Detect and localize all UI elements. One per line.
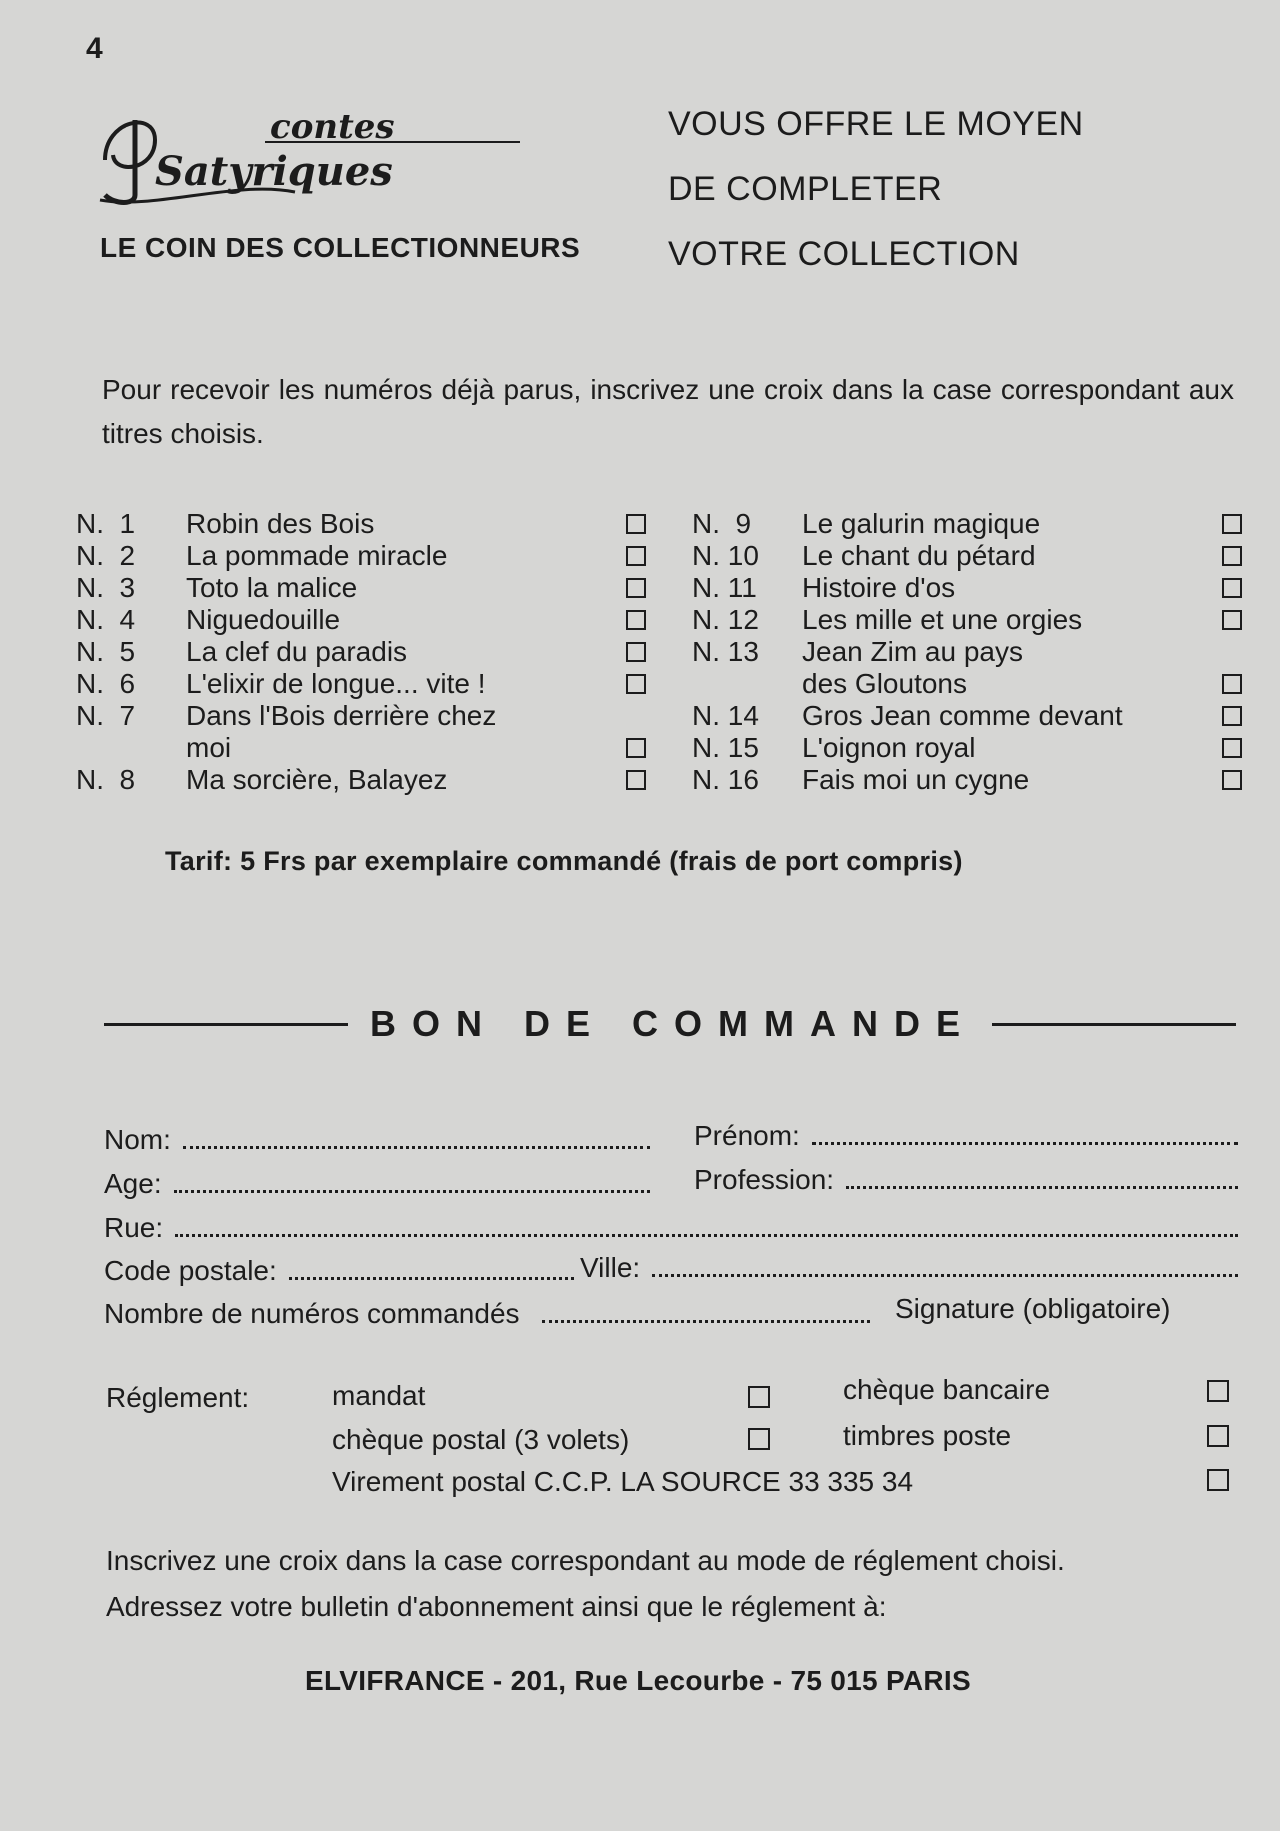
- issue-row: [76, 764, 646, 796]
- issue-title: La clef du paradis: [186, 636, 408, 667]
- offer-line: VOTRE COLLECTION: [668, 235, 1020, 273]
- nombre-label: Nombre de numéros commandés: [104, 1298, 520, 1329]
- reglement-label: Réglement:: [106, 1382, 250, 1413]
- issue-list-right: [692, 508, 1242, 796]
- issue-row: [692, 764, 1242, 796]
- issue-number: N. 7: [76, 700, 136, 731]
- ville-line[interactable]: [652, 1273, 1238, 1277]
- issue-row: [692, 540, 1242, 572]
- rue-label: Rue:: [104, 1212, 164, 1243]
- issue-number: N. 2: [76, 540, 136, 571]
- header-rule-right: [992, 1023, 1236, 1026]
- issue-title: Le galurin magique: [802, 508, 1041, 539]
- issue-title: Jean Zim au pays des Gloutons: [802, 636, 1023, 699]
- nom-line[interactable]: [183, 1145, 650, 1149]
- code-postale-line[interactable]: [289, 1276, 574, 1280]
- nombre-field[interactable]: [104, 1298, 870, 1330]
- issue-title: Toto la malice: [186, 572, 358, 603]
- issue-checkbox[interactable]: [1222, 770, 1242, 790]
- issue-number: N. 13: [692, 636, 759, 667]
- issue-number: N. 8: [76, 764, 136, 795]
- issue-checkbox[interactable]: [626, 546, 646, 566]
- offer-block: [668, 92, 1084, 287]
- issue-row: [692, 604, 1242, 636]
- issue-checkbox[interactable]: [1222, 706, 1242, 726]
- issue-row: [76, 604, 646, 636]
- issue-row: [692, 508, 1242, 540]
- tarif-text: Tarif: 5 Frs par exemplaire commandé (frais de port compris): [165, 846, 963, 876]
- issue-title: Gros Jean comme devant: [802, 700, 1123, 731]
- rue-field[interactable]: [104, 1212, 1238, 1244]
- offer-line: DE COMPLETER: [668, 170, 943, 208]
- issue-number: N. 11: [692, 572, 757, 603]
- issue-number: N. 12: [692, 604, 759, 635]
- issue-title: La pommade miracle: [186, 540, 448, 571]
- issue-row: [76, 700, 646, 764]
- issue-checkbox[interactable]: [1222, 738, 1242, 758]
- virement-label: Virement postal C.C.P. LA SOURCE 33 335 34: [332, 1466, 914, 1497]
- prenom-label: Prénom:: [694, 1120, 800, 1151]
- issue-row: [76, 572, 646, 604]
- issue-number: N. 1: [76, 508, 136, 539]
- code-postale-label: Code postale:: [104, 1255, 277, 1286]
- nom-label: Nom:: [104, 1124, 171, 1155]
- issue-title: Dans l'Bois derrière chez moi: [186, 700, 497, 763]
- instructions: [106, 1538, 1065, 1630]
- issue-row: [76, 668, 646, 700]
- code-postale-field[interactable]: [104, 1255, 574, 1287]
- issue-number: N. 4: [76, 604, 136, 635]
- issue-checkbox[interactable]: [626, 674, 646, 694]
- issue-row: [692, 700, 1242, 732]
- issue-title: Les mille et une orgies: [802, 604, 1083, 635]
- issue-checkbox[interactable]: [1222, 674, 1242, 694]
- age-field[interactable]: [104, 1168, 650, 1200]
- nombre-line[interactable]: [542, 1319, 870, 1323]
- logo-line2: Satyriques: [155, 148, 393, 195]
- issue-number: N. 6: [76, 668, 136, 699]
- issue-number: N. 10: [692, 540, 759, 571]
- issue-checkbox[interactable]: [626, 578, 646, 598]
- issue-checkbox[interactable]: [1222, 610, 1242, 630]
- age-label: Age:: [104, 1168, 162, 1199]
- issue-checkbox[interactable]: [626, 738, 646, 758]
- bon-de-commande-header: [104, 1003, 1236, 1045]
- profession-line[interactable]: [846, 1185, 1238, 1189]
- prenom-line[interactable]: [812, 1141, 1238, 1145]
- cheque-postal-label: chèque postal (3 volets): [332, 1424, 630, 1455]
- rue-line[interactable]: [175, 1233, 1238, 1237]
- timbres-poste-checkbox[interactable]: [1207, 1425, 1229, 1447]
- issue-row: [76, 508, 646, 540]
- issue-number: N. 15: [692, 732, 759, 763]
- issue-title: Histoire d'os: [802, 572, 956, 603]
- age-line[interactable]: [174, 1189, 650, 1193]
- issue-checkbox[interactable]: [1222, 514, 1242, 534]
- instruction-line: Inscrivez une croix dans la case correspondant au mode de réglement choisi.: [106, 1545, 1065, 1576]
- virement-checkbox[interactable]: [1207, 1469, 1229, 1491]
- mandat-label: mandat: [332, 1380, 426, 1411]
- cheque-bancaire-checkbox[interactable]: [1207, 1380, 1229, 1402]
- address: ELVIFRANCE - 201, Rue Lecourbe - 75 015 PARIS: [305, 1665, 971, 1696]
- instruction-line: Adressez votre bulletin d'abonnement ainsi que le réglement à:: [106, 1591, 887, 1622]
- page-number: 4: [86, 32, 103, 65]
- issue-title: Ma sorcière, Balayez: [186, 764, 448, 795]
- nom-field[interactable]: [104, 1124, 650, 1156]
- issue-number: N. 5: [76, 636, 136, 667]
- issue-title: Niguedouille: [186, 604, 341, 635]
- issue-row: [692, 732, 1242, 764]
- prenom-field[interactable]: [694, 1120, 1238, 1152]
- issue-number: N. 9: [692, 508, 752, 539]
- bon-title: BON DE COMMANDE: [370, 1003, 976, 1044]
- contes-satyriques-logo: [95, 100, 525, 210]
- profession-label: Profession:: [694, 1164, 835, 1195]
- offer-line: VOUS OFFRE LE MOYEN: [668, 105, 1084, 143]
- issue-title: L'oignon royal: [802, 732, 976, 763]
- issue-checkbox[interactable]: [1222, 546, 1242, 566]
- issue-title: Fais moi un cygne: [802, 764, 1030, 795]
- issue-checkbox[interactable]: [626, 514, 646, 534]
- cheque-postal-checkbox[interactable]: [748, 1428, 770, 1450]
- issue-row: [692, 572, 1242, 604]
- issue-row: [76, 636, 646, 668]
- issue-number: N. 16: [692, 764, 759, 795]
- issue-row: [76, 540, 646, 572]
- signature-label: Signature (obligatoire): [895, 1293, 1171, 1324]
- ville-field[interactable]: [580, 1252, 1238, 1284]
- issue-title: L'elixir de longue... vite !: [186, 668, 486, 699]
- header-rule-left: [104, 1023, 348, 1026]
- mandat-checkbox[interactable]: [748, 1386, 770, 1408]
- profession-field[interactable]: [694, 1164, 1238, 1196]
- issue-checkbox[interactable]: [626, 642, 646, 662]
- section-title: LE COIN DES COLLECTIONNEURS: [100, 232, 581, 263]
- issue-number: N. 3: [76, 572, 136, 603]
- issue-title: Robin des Bois: [186, 508, 375, 539]
- cheque-bancaire-label: chèque bancaire: [843, 1374, 1051, 1405]
- issue-row: [692, 636, 1242, 700]
- logo-line1: contes: [270, 107, 395, 147]
- issue-list-left: [76, 508, 646, 796]
- issue-checkbox[interactable]: [626, 610, 646, 630]
- issue-title: Le chant du pétard: [802, 540, 1036, 571]
- issue-checkbox[interactable]: [1222, 578, 1242, 598]
- issue-checkbox[interactable]: [626, 770, 646, 790]
- ville-label: Ville:: [580, 1252, 641, 1283]
- intro-text: Pour recevoir les numéros déjà parus, inscrivez une croix dans la case correspondant aux titres choisis.: [102, 374, 1234, 449]
- issue-number: N. 14: [692, 700, 759, 731]
- timbres-poste-label: timbres poste: [843, 1420, 1012, 1451]
